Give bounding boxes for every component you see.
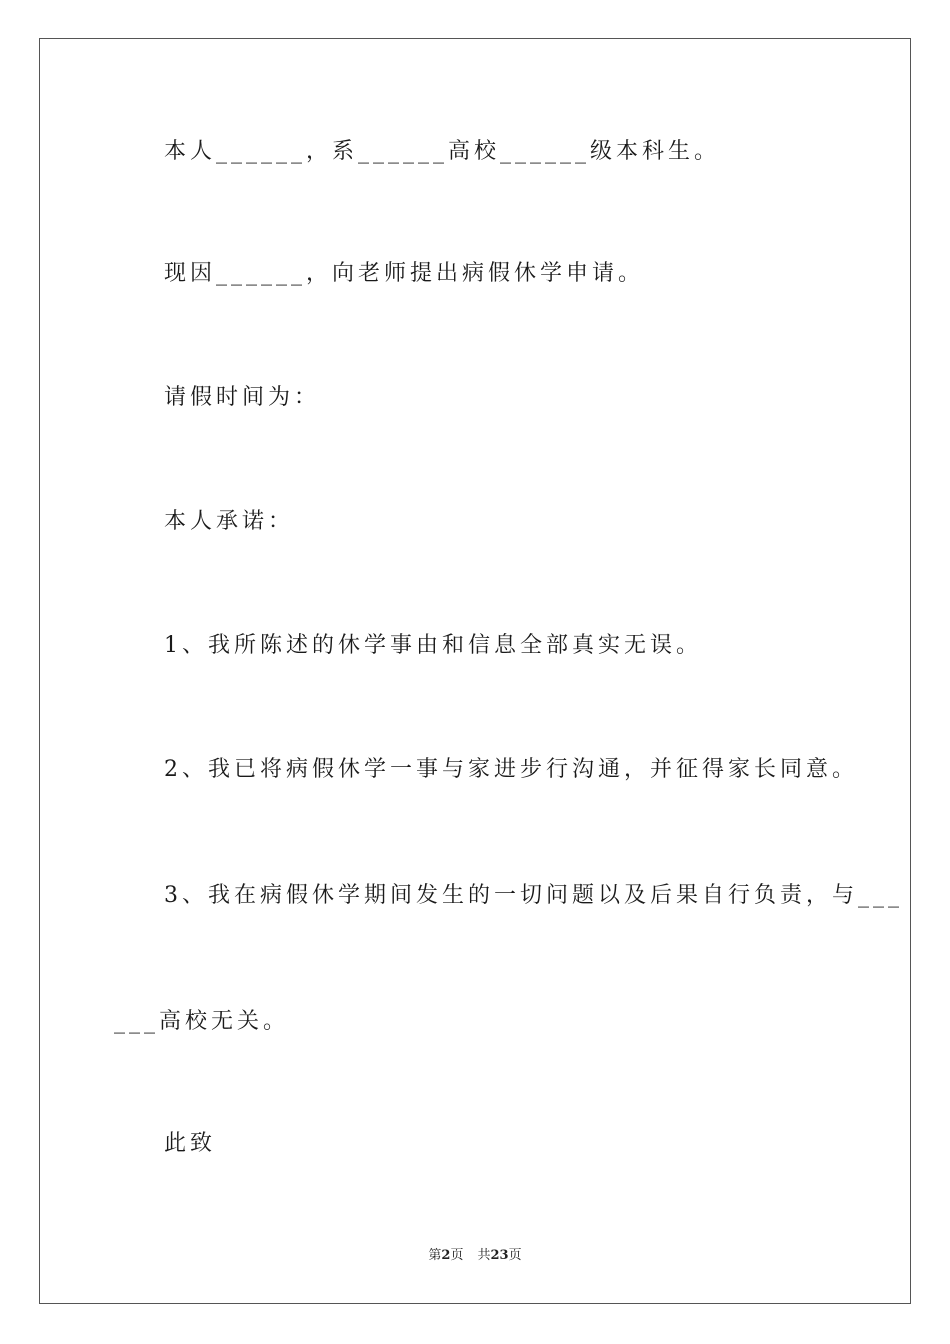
page-border — [39, 38, 911, 1304]
total-suffix: 页 — [508, 1248, 522, 1263]
commitment-item-3-continued: ___高校无关。 — [114, 1009, 290, 1034]
statement-identity: 本人______，系______高校______级本科生。 — [164, 139, 721, 164]
commitment-item-2: 2、我已将病假休学一事与家进步行沟通，并征得家长同意。 — [164, 757, 858, 782]
closing-salutation: 此致 — [164, 1131, 217, 1156]
commitment-heading: 本人承诺： — [164, 509, 295, 534]
total-prefix: 共 — [477, 1248, 491, 1263]
commitment-item-3: 3、我在病假休学期间发生的一切问题以及后果自行负责，与___ — [164, 883, 903, 908]
leave-period-label: 请假时间为： — [164, 385, 321, 410]
page-prefix: 第 — [428, 1248, 442, 1263]
commitment-item-1: 1、我所陈述的休学事由和信息全部真实无误。 — [164, 633, 702, 658]
statement-reason: 现因______，向老师提出病假休学申请。 — [164, 261, 645, 286]
total-pages: 23 — [490, 1248, 509, 1263]
page-footer — [0, 1247, 950, 1265]
page-suffix: 页 — [450, 1248, 464, 1263]
page-number: 2 — [441, 1248, 451, 1263]
